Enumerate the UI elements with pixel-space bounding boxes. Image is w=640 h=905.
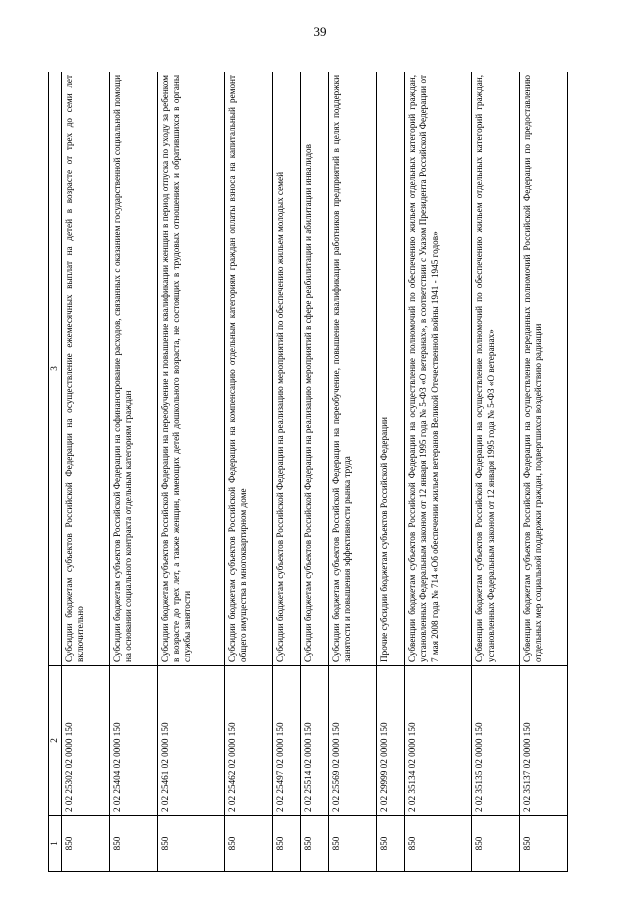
revenue-name-cell: Субвенции бюджетам субъектов Российской Федерации на осуществление переданных полномочий Российской Федерации по предоставлению отдельных мер социальной поддержки граждан, подвергшихся воздействию радиации — [520, 72, 568, 666]
revenue-name-cell: Субвенции бюджетам субъектов Российской Федерации на осуществление полномочий по обеспечению жильем отдельных категорий граждан, установленных Федеральным законом от 12 января 1995 года № 5-ФЗ «О ветеранах» — [472, 72, 520, 666]
admin-code-cell: 850 — [376, 816, 404, 872]
table-row — [109, 72, 157, 872]
budget-classification-code-cell: 2 02 35135 02 0000 150 — [472, 666, 520, 816]
revenue-name-cell: Субсидии бюджетам субъектов Российской Федерации на реализацию мероприятий в сфере реабилитации и абилитации инвалидов — [300, 72, 328, 666]
table-body — [62, 72, 568, 872]
admin-code-cell: 850 — [520, 816, 568, 872]
admin-code-cell: 850 — [300, 816, 328, 872]
table-row — [224, 72, 272, 872]
budget-classification-code-cell: 2 02 25302 02 0000 150 — [62, 666, 110, 816]
budget-classification-code-cell: 2 02 25514 02 0000 150 — [300, 666, 328, 816]
admin-code-cell: 850 — [405, 816, 472, 872]
table-row — [405, 72, 472, 872]
admin-code-cell: 850 — [224, 816, 272, 872]
admin-code-cell: 850 — [157, 816, 224, 872]
table-row — [472, 72, 520, 872]
rotated-page-content — [48, 72, 568, 872]
column-header-2: 2 — [49, 666, 62, 816]
table-row — [300, 72, 328, 872]
rotated-table-area — [48, 72, 568, 872]
page-number: 39 — [313, 24, 327, 39]
admin-code-cell: 850 — [472, 816, 520, 872]
admin-code-cell: 850 — [329, 816, 377, 872]
table-row — [62, 72, 110, 872]
budget-classification-code-cell: 2 02 25461 02 0000 150 — [157, 666, 224, 816]
table-header-row — [49, 72, 62, 872]
revenue-name-cell: Прочие субсидии бюджетам субъектов Российской Федерации — [376, 72, 404, 666]
revenue-name-cell: Субсидии бюджетам субъектов Российской Федерации на переобучение и повышение квалификации женщин в период отпуска по уходу за ребенком в возрасте до трех лет, а также женщин, имеющих детей дошкольного возраста, не состоящих в трудовых отношениях и обратившихся в органы службы занятости — [157, 72, 224, 666]
budget-classification-code-cell: 2 02 35134 02 0000 150 — [405, 666, 472, 816]
revenue-name-cell: Субсидии бюджетам субъектов Российской Федерации на переобучение, повышение квалификации работников предприятий в целях поддержки занятости и повышения эффективности рынка труда — [329, 72, 377, 666]
revenue-name-cell: Субсидии бюджетам субъектов Российской Федерации на компенсацию отдельным категориям граждан оплаты взноса на капитальный ремонт общего имущества в многоквартирном доме — [224, 72, 272, 666]
revenue-name-cell: Субвенции бюджетам субъектов Российской Федерации на осуществление полномочий по обеспечению жильем отдельных категорий граждан, установленных Федеральным законом от 12 января 1995 года № 5-ФЗ «О ветеранах», в соответствии с Указом Президента Российской Федерации от 7 мая 2008 года № 714 «Об обеспечении жильем ветеранов Великой Отечественной войны 1941 - 1945 годов» — [405, 72, 472, 666]
budget-classification-code-cell: 2 02 25569 02 0000 150 — [329, 666, 377, 816]
revenue-name-cell: Субсидии бюджетам субъектов Российской Федерации на софинансирование расходов, связанных с оказанием государственной социальной помощи на основании социального контракта отдельным категориям граждан — [109, 72, 157, 666]
table-row — [329, 72, 377, 872]
table-row — [157, 72, 224, 872]
column-header-3: 3 — [49, 72, 62, 666]
admin-code-cell: 850 — [272, 816, 300, 872]
revenue-name-cell: Субсидии бюджетам субъектов Российской Федерации на реализацию мероприятий по обеспечению жильем молодых семей — [272, 72, 300, 666]
admin-code-cell: 850 — [62, 816, 110, 872]
budget-classification-code-cell: 2 02 29999 02 0000 150 — [376, 666, 404, 816]
budget-classification-code-cell: 2 02 35137 02 0000 150 — [520, 666, 568, 816]
budget-codes-table — [48, 72, 568, 872]
table-row — [376, 72, 404, 872]
budget-classification-code-cell: 2 02 25404 02 0000 150 — [109, 666, 157, 816]
column-header-1: 1 — [49, 816, 62, 872]
budget-classification-code-cell: 2 02 25497 02 0000 150 — [272, 666, 300, 816]
budget-classification-code-cell: 2 02 25462 02 0000 150 — [224, 666, 272, 816]
revenue-name-cell: Субсидии бюджетам субъектов Российской Федерации на осуществление ежемесячных выплат на детей в возрасте от трех до семи лет включительно — [62, 72, 110, 666]
table-row — [520, 72, 568, 872]
admin-code-cell: 850 — [109, 816, 157, 872]
table-row — [272, 72, 300, 872]
